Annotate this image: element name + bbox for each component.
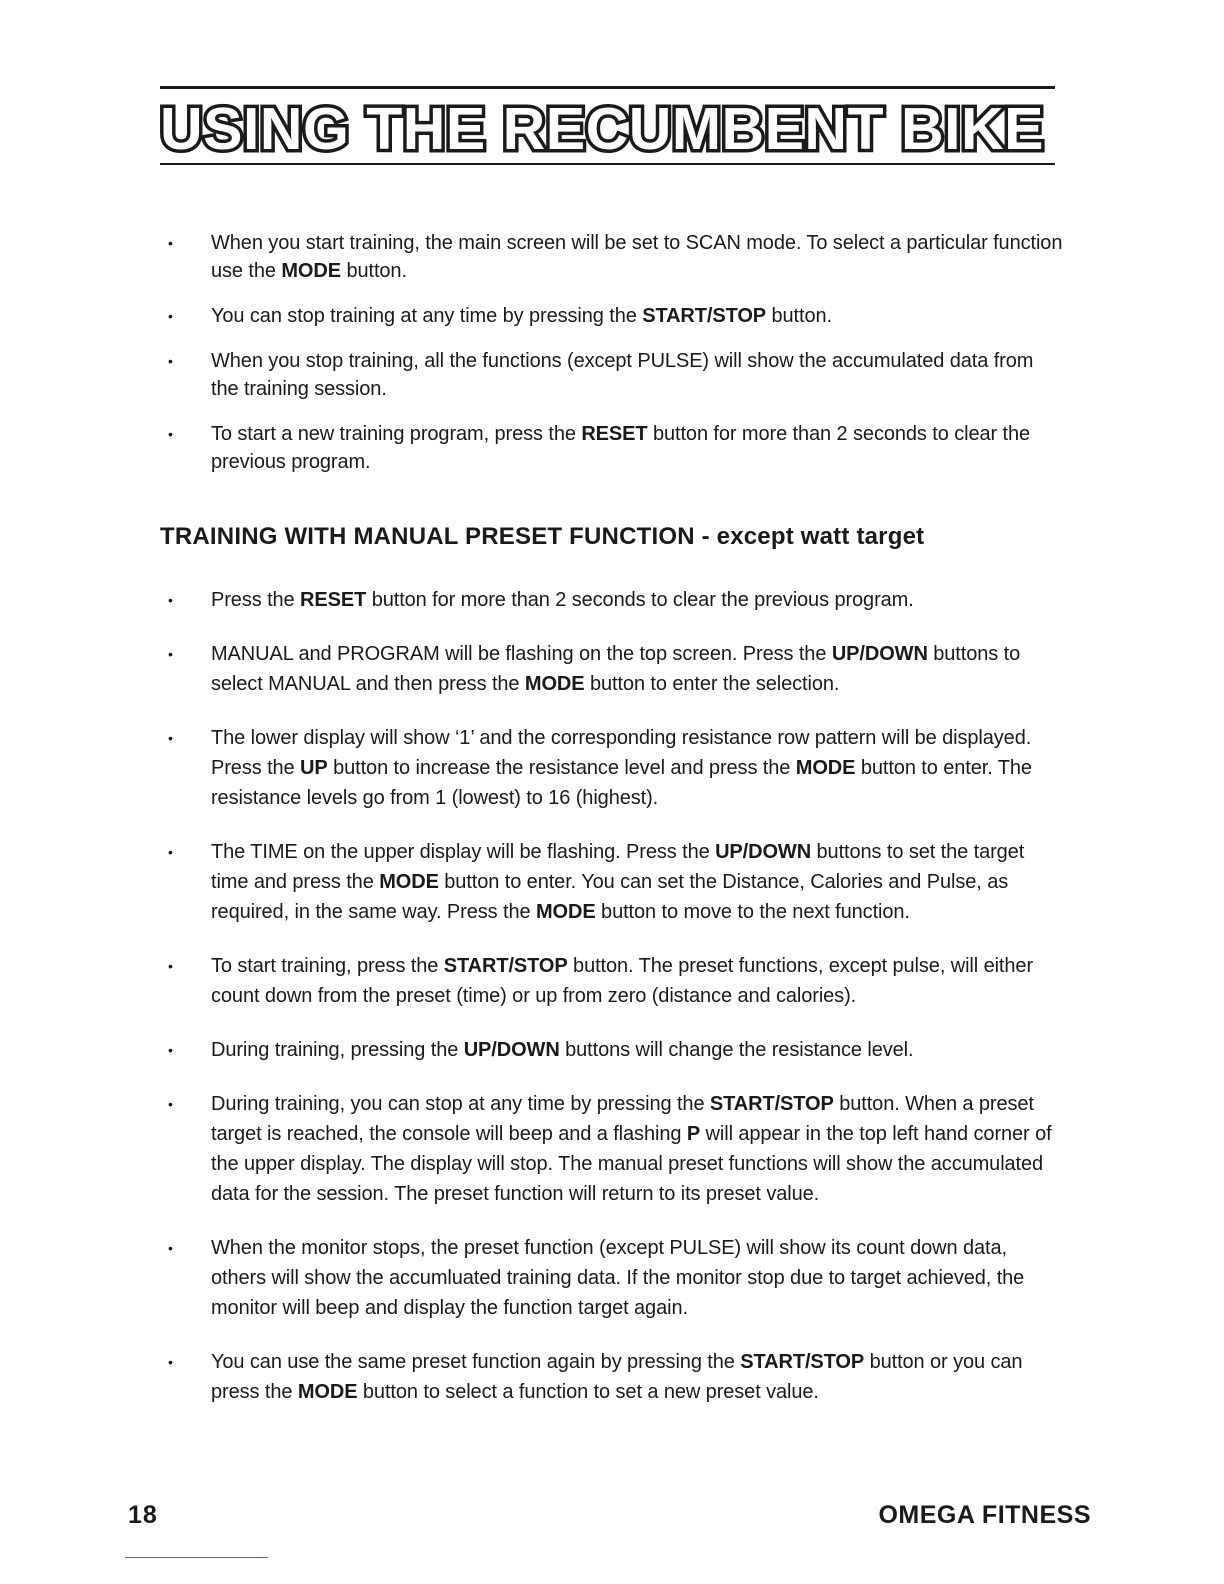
- body-text: The lower display will show ‘1’ and the corresponding resistance row pattern will be displayed. Press the: [211, 727, 1032, 779]
- button-name-text: P: [686, 1123, 701, 1145]
- body-text: will appear in the top left hand corner of the upper display. The display will stop. The manual preset functions will show the accumulated data for the session. The preset function will return to its preset value.: [211, 1123, 1052, 1205]
- intro-bullet-list: [168, 229, 1063, 493]
- bullet-item: [168, 420, 1063, 476]
- body-text: button. The preset functions, except pulse, will either count down from the preset (time) or up from zero (distance and calories).: [211, 955, 1034, 1007]
- bullet-item: [168, 347, 1063, 403]
- bullet-dot: •: [168, 646, 173, 662]
- body-text: button. When a preset target is reached, the console will beep and a flashing: [211, 1093, 1034, 1145]
- bullet-dot: •: [168, 308, 173, 324]
- bullet-item: [168, 837, 1063, 927]
- bullet-dot: •: [168, 235, 173, 251]
- button-name-text: START/STOP: [740, 1351, 865, 1373]
- body-text: button.: [766, 305, 832, 327]
- body-text: button to enter. The resistance levels go from 1 (lowest) to 16 (highest).: [211, 757, 1032, 809]
- button-name-text: UP: [300, 757, 328, 779]
- button-name-text: START/STOP: [443, 955, 568, 977]
- body-text: During training, you can stop at any time by pressing the: [211, 1093, 710, 1115]
- body-text: button to enter. You can set the Distance, Calories and Pulse, as required, in the same way. Press the: [211, 871, 1009, 923]
- bullet-item: [168, 639, 1063, 699]
- body-text: button for more than 2 seconds to clear the previous program.: [366, 589, 914, 611]
- button-name-text: UP/DOWN: [715, 841, 812, 863]
- button-name-text: UP/DOWN: [831, 643, 928, 665]
- bullet-dot: •: [168, 1042, 173, 1058]
- footer-brand: OMEGA FITNESS: [878, 1501, 1091, 1529]
- body-text: buttons to select MANUAL and then press the: [211, 643, 1021, 695]
- body-text: button or you can press the: [211, 1351, 1023, 1403]
- body-text: When you start training, the main screen will be set to SCAN mode. To select a particular function use the: [211, 232, 1063, 282]
- body-text: Press the: [211, 589, 301, 611]
- body-text: The TIME on the upper display will be flashing. Press the: [211, 841, 716, 863]
- bullet-item: [168, 1233, 1063, 1323]
- body-text: button for more than 2 seconds to clear the previous program.: [211, 423, 1031, 473]
- bullet-item: [168, 1035, 1063, 1065]
- bullet-dot: •: [168, 1096, 173, 1112]
- button-name-text: MODE: [795, 757, 856, 779]
- bullet-item: [168, 302, 1063, 330]
- button-name-text: UP/DOWN: [463, 1039, 560, 1061]
- bullet-item: [168, 229, 1063, 285]
- body-text: To start a new training program, press the: [211, 423, 582, 445]
- bullet-dot: •: [168, 1354, 173, 1370]
- bullet-dot: •: [168, 426, 173, 442]
- body-text: During training, pressing the: [211, 1039, 464, 1061]
- button-name-text: MODE: [535, 901, 596, 923]
- button-name-text: START/STOP: [642, 305, 767, 327]
- bullet-item: [168, 1089, 1063, 1209]
- button-name-text: MODE: [297, 1381, 358, 1403]
- bullet-dot: •: [168, 353, 173, 369]
- body-text: To start training, press the: [211, 955, 444, 977]
- title-top-rule: [160, 86, 1055, 89]
- body-text: You can use the same preset function again by pressing the: [211, 1351, 741, 1373]
- button-name-text: START/STOP: [709, 1093, 834, 1115]
- button-name-text: MODE: [379, 871, 439, 893]
- body-text: buttons will change the resistance level.: [559, 1039, 914, 1061]
- page-title: USING THE RECUMBENT BIKE: [160, 96, 1044, 162]
- button-name-text: MODE: [524, 673, 585, 695]
- bullet-item: [168, 951, 1063, 1011]
- scan-artifact-line: [125, 1557, 268, 1558]
- title-bottom-rule: [160, 163, 1055, 165]
- section-heading: TRAINING WITH MANUAL PRESET FUNCTION - except watt target: [160, 523, 925, 550]
- bullet-dot: •: [168, 844, 173, 860]
- bullet-item: [168, 1347, 1063, 1407]
- body-text: button to enter the selection.: [584, 673, 840, 695]
- button-name-text: MODE: [281, 260, 341, 282]
- body-text: When the monitor stops, the preset function (except PULSE) will show its count down data, others will show the accumluated training data. If the monitor stop due to target achieved, the monitor will beep and display the function target again.: [211, 1237, 1025, 1319]
- body-text: button to move to the next function.: [595, 901, 910, 923]
- body-text: When you stop training, all the functions (except PULSE) will show the accumulated data from the training session.: [211, 350, 1034, 400]
- page-number: 18: [128, 1501, 158, 1529]
- bullet-dot: •: [168, 958, 173, 974]
- manual-preset-bullet-list: [168, 585, 1063, 1431]
- body-text: button to increase the resistance level and press the: [327, 757, 796, 779]
- body-text: MANUAL and PROGRAM will be flashing on the top screen. Press the: [211, 643, 832, 665]
- bullet-dot: •: [168, 592, 173, 608]
- body-text: button.: [340, 260, 407, 282]
- body-text: button to select a function to set a new preset value.: [357, 1381, 819, 1403]
- bullet-item: [168, 723, 1063, 813]
- bullet-item: [168, 585, 1063, 615]
- body-text: buttons to set the target time and press the: [211, 841, 1025, 893]
- button-name-text: RESET: [300, 589, 367, 611]
- button-name-text: RESET: [581, 423, 648, 445]
- bullet-dot: •: [168, 730, 173, 746]
- body-text: You can stop training at any time by pressing the: [211, 305, 643, 327]
- bullet-dot: •: [168, 1240, 173, 1256]
